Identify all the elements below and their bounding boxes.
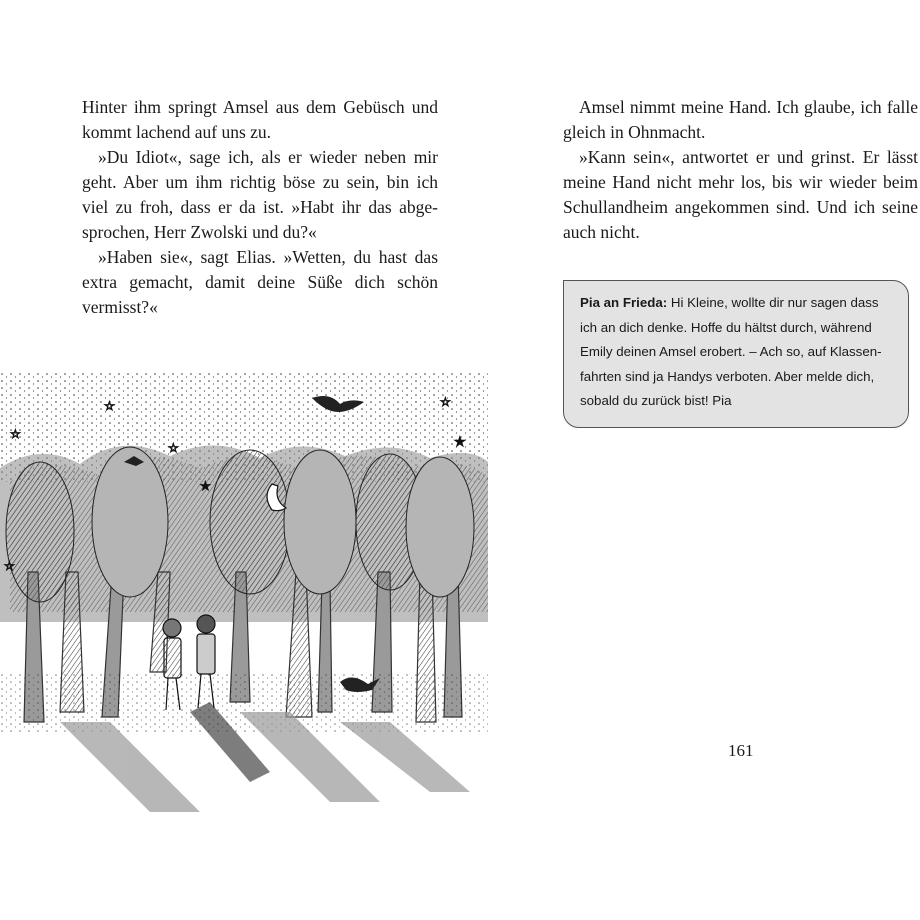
message-sender: Pia an Frieda:: [580, 295, 668, 310]
paragraph: Hinter ihm springt Amsel aus dem Gebüsch und kommt lachend auf uns zu.: [82, 97, 438, 142]
paragraph: »Kann sein«, antwortet er und grinst. Er lässt meine Hand nicht mehr los, bis wir wieder beim Schullandheim angekommen sind. Und ich seine auch nicht.: [563, 147, 918, 242]
right-page: [460, 0, 920, 920]
forest-night-illustration: [0, 372, 488, 828]
right-text-column: [563, 95, 918, 245]
paragraph: »Du Idiot«, sage ich, als er wieder neben mir geht. Aber um ihm richtig böse zu sein, bin ich viel zu froh, dass er da ist. »Habt ihr das abgesprochen, Herr Zwolski und du?«: [82, 147, 438, 242]
paragraph: »Haben sie«, sagt Elias. »Wetten, du hast das extra gemacht, damit deine Süße dich schön vermisst?«: [82, 247, 438, 317]
svg-text:☆: ☆: [168, 441, 179, 455]
left-text-column: [82, 95, 438, 320]
svg-text:☆: ☆: [10, 427, 21, 441]
text-message-bubble: [563, 280, 909, 428]
paragraph: Amsel nimmt meine Hand. Ich glaube, ich falle gleich in Ohnmacht.: [563, 97, 918, 142]
svg-text:☆: ☆: [4, 559, 15, 573]
svg-text:☆: ☆: [104, 399, 115, 413]
svg-text:★: ★: [200, 479, 211, 493]
page-number: 161: [728, 741, 754, 760]
svg-text:☆: ☆: [440, 395, 451, 409]
svg-text:★: ★: [454, 435, 466, 450]
message-text: Hi Kleine, wollte dir nur sagen dass ich an dich denke. Hoffe du hältst durch, während Emily deinen Amsel erobert. – Ach so, auf Klassenfahrten sind ja Handys verboten. Aber melde dich, sobald du zurück bist! Pia: [580, 295, 882, 408]
